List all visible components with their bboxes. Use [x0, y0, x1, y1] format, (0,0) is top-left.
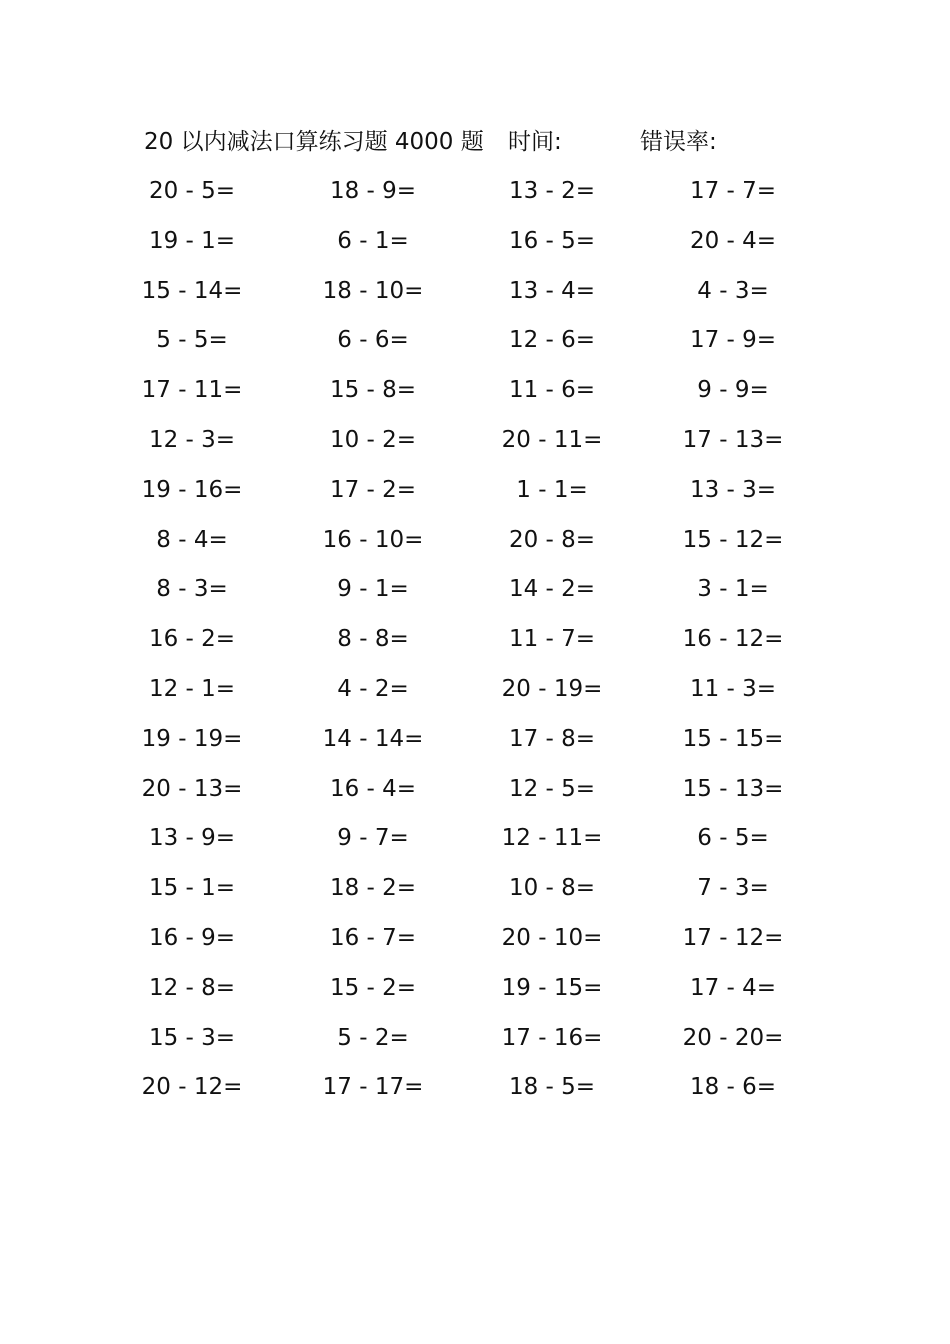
subtraction-problem: 13 - 9= [148, 825, 236, 852]
subtraction-problem: 16 - 5= [508, 227, 596, 254]
problem-row [0, 965, 950, 1015]
subtraction-problem: 8 - 8= [337, 626, 409, 653]
problem-row [0, 218, 950, 268]
problem-row [0, 915, 950, 965]
subtraction-problem: 11 - 7= [508, 626, 596, 653]
problem-row [0, 1015, 950, 1065]
subtraction-problem: 11 - 6= [508, 377, 596, 404]
subtraction-problem: 15 - 13= [682, 775, 784, 802]
subtraction-problem: 16 - 9= [148, 924, 236, 951]
subtraction-problem: 13 - 3= [689, 476, 777, 503]
subtraction-problem: 18 - 9= [329, 178, 417, 204]
subtraction-problem: 18 - 10= [322, 277, 424, 304]
subtraction-problem: 10 - 2= [329, 426, 417, 453]
subtraction-problem: 1 - 1= [516, 476, 588, 503]
subtraction-problem: 20 - 10= [501, 924, 603, 951]
subtraction-problem: 17 - 11= [141, 377, 243, 404]
subtraction-problem: 17 - 12= [682, 924, 784, 951]
subtraction-problem: 12 - 5= [508, 775, 596, 802]
subtraction-problem: 14 - 14= [322, 725, 424, 752]
problem-row [0, 716, 950, 766]
subtraction-problem: 17 - 17= [322, 1074, 424, 1101]
subtraction-problem: 18 - 5= [508, 1074, 596, 1101]
subtraction-problem: 10 - 8= [508, 875, 596, 902]
subtraction-problem: 20 - 13= [141, 775, 243, 802]
problem-row [0, 616, 950, 666]
subtraction-problem: 8 - 3= [156, 576, 228, 603]
subtraction-problem: 20 - 12= [141, 1074, 243, 1101]
subtraction-problem: 15 - 12= [682, 526, 784, 553]
subtraction-problem: 15 - 3= [148, 1024, 236, 1051]
subtraction-problem: 17 - 13= [682, 426, 784, 453]
subtraction-problem: 7 - 3= [697, 875, 769, 902]
worksheet-title: 20 以内减法口算练习题 4000 题 [144, 129, 484, 155]
subtraction-problem: 6 - 1= [337, 227, 409, 254]
subtraction-problem: 15 - 14= [141, 277, 243, 304]
subtraction-problem: 11 - 3= [689, 675, 777, 702]
subtraction-problem: 4 - 2= [337, 675, 409, 702]
subtraction-problem: 13 - 4= [508, 277, 596, 304]
subtraction-problem: 15 - 1= [148, 875, 236, 902]
time-label: 时间: [508, 129, 562, 155]
subtraction-problem: 14 - 2= [508, 576, 596, 603]
subtraction-problem: 3 - 1= [697, 576, 769, 603]
subtraction-problem: 16 - 4= [329, 775, 417, 802]
subtraction-problem: 19 - 16= [141, 476, 243, 503]
subtraction-problem: 16 - 2= [148, 626, 236, 653]
subtraction-problem: 18 - 6= [689, 1074, 777, 1101]
subtraction-problem: 17 - 7= [689, 178, 777, 204]
subtraction-problem: 17 - 9= [689, 327, 777, 354]
subtraction-problem: 20 - 20= [682, 1024, 784, 1051]
subtraction-problem: 6 - 6= [337, 327, 409, 354]
subtraction-problem: 9 - 7= [337, 825, 409, 852]
problem-row [0, 815, 950, 865]
subtraction-problem: 6 - 5= [697, 825, 769, 852]
subtraction-problem: 15 - 15= [682, 725, 784, 752]
subtraction-problem: 12 - 8= [148, 974, 236, 1001]
subtraction-problem: 13 - 2= [508, 178, 596, 204]
problem-row [0, 566, 950, 616]
problem-row [0, 168, 950, 218]
subtraction-problem: 15 - 2= [329, 974, 417, 1001]
subtraction-problem: 16 - 12= [682, 626, 784, 653]
problem-row [0, 268, 950, 318]
problem-row [0, 517, 950, 567]
subtraction-problem: 20 - 19= [501, 675, 603, 702]
subtraction-problem: 18 - 2= [329, 875, 417, 902]
problem-row [0, 1064, 950, 1114]
subtraction-problem: 9 - 9= [697, 377, 769, 404]
problem-row [0, 666, 950, 716]
subtraction-problem: 15 - 8= [329, 377, 417, 404]
subtraction-problem: 12 - 1= [148, 675, 236, 702]
subtraction-problem: 19 - 19= [141, 725, 243, 752]
problem-row [0, 865, 950, 915]
subtraction-problem: 17 - 4= [689, 974, 777, 1001]
subtraction-problem: 12 - 11= [501, 825, 603, 852]
subtraction-problem: 20 - 8= [508, 526, 596, 553]
subtraction-problem: 16 - 7= [329, 924, 417, 951]
subtraction-problem: 5 - 2= [337, 1024, 409, 1051]
problem-row [0, 317, 950, 367]
problem-row [0, 766, 950, 816]
subtraction-problem: 20 - 4= [689, 227, 777, 254]
problem-grid [0, 168, 950, 1114]
subtraction-problem: 17 - 2= [329, 476, 417, 503]
problem-row [0, 467, 950, 517]
subtraction-problem: 16 - 10= [322, 526, 424, 553]
subtraction-problem: 20 - 5= [148, 178, 236, 204]
problem-row [0, 367, 950, 417]
subtraction-problem: 20 - 11= [501, 426, 603, 453]
problem-row [0, 417, 950, 467]
subtraction-problem: 12 - 6= [508, 327, 596, 354]
error-rate-label: 错误率: [640, 129, 717, 155]
worksheet-header [0, 124, 950, 160]
subtraction-problem: 4 - 3= [697, 277, 769, 304]
subtraction-problem: 9 - 1= [337, 576, 409, 603]
subtraction-problem: 19 - 15= [501, 974, 603, 1001]
subtraction-problem: 17 - 8= [508, 725, 596, 752]
subtraction-problem: 5 - 5= [156, 327, 228, 354]
subtraction-problem: 8 - 4= [156, 526, 228, 553]
subtraction-problem: 17 - 16= [501, 1024, 603, 1051]
subtraction-problem: 19 - 1= [148, 227, 236, 254]
subtraction-problem: 12 - 3= [148, 426, 236, 453]
